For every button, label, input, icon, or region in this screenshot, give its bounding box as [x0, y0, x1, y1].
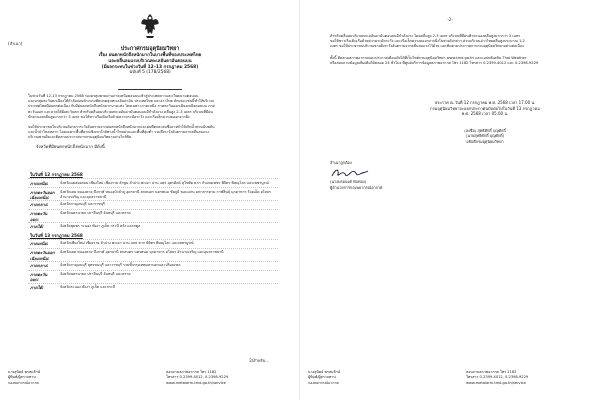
region-provinces: จังหวัดเลย หนองคาย บึงกาฬ หนองบัวลำภู อุดรธานี สกลนคร นครพนม ชัยภูมิ ขอนแก่น มหาสารคาม กาฬสินธุ์ มุกดาหาร ร้อยเอ็ด ยโสธร อำนาจเจริญ และอุบลราชธานี — [60, 189, 271, 199]
forecast-region-row — [28, 187, 278, 200]
region-provinces: จังหวัดนครนายก ปราจีนบุรี จันทบุรี และตราด — [60, 211, 131, 216]
region-name: ภาคตะวันออกเฉียงเหนือ: — [30, 189, 55, 200]
contact-paragraph — [330, 56, 574, 66]
footer-line: นางสุนิตย์ พรหมรักษ์ — [8, 370, 40, 374]
paragraph-line: เมตร ขอให้ประชาชนบริเวณชายฝั่งระวังอันตรายจากคลื่นลมแรงไว้ด้วย และติดตามประกาศจากกรมอุตุนิยมวิทยาอย่างต่อเนื่อง — [330, 44, 524, 49]
paragraph-line: สำหรับคลื่นลมบริเวณทะเลอันดามันตอนบนมีกำลังแรง โดยคลื่นสูง 2-3 เมตร บริเวณที่มีฝนฟ้าคะนองคลื่นสูงมากกว่า 3 เมตร — [330, 34, 521, 38]
region-name: ภาคใต้: — [30, 285, 44, 291]
forecast-region-row — [28, 270, 278, 283]
paragraph-line: ขอให้ประชาชนในบริเวณดังกล่าวระวังอันตรายจากฝนตกหนักถึงหนักมากและฝนที่ตกสะสมซึ่งอาจทำให้เกิดน้ำท่วมฉับพลัน — [28, 125, 215, 129]
footer-line: สอบถามสภาพอากาศ โทร 1182 — [166, 370, 217, 374]
signatory-block — [430, 128, 540, 144]
copy-label: (สำเนา) — [8, 41, 23, 46]
footer-line: นางสุนิตย์ พรหมรักษ์ — [308, 370, 340, 374]
region-provinces: จังหวัดนครนายก ปราจีนบุรี จันทบุรี และตราด — [60, 272, 131, 277]
forecast-table — [28, 172, 278, 292]
region-name: ภาคเหนือ: — [30, 180, 49, 186]
paragraph-line: ทั้งนี้ ติดตามสภาพอากาศและประกาศเตือนภัยได้ที่เว็บไซต์กรมอุตุนิยมวิทยา www.tmd.go.th และแอปพลิเคชัน Thai Weather — [330, 56, 527, 60]
paragraph-line: บริเวณชายฝั่งและติดตามประกาศจากกรมอุตุนิยมวิทยาอย่างใกล้ชิด — [28, 135, 132, 140]
document-page-2 — [300, 0, 600, 400]
certifier-line: ผู้อำนวยการกองพยากรณ์อากาศ — [330, 184, 383, 190]
signatory-line: อธิบดีกรมอุตุนิยมวิทยา — [466, 138, 504, 144]
footer-link[interactable]: www.metalarm.tmd.go.th/service — [466, 380, 526, 385]
region-provinces: จังหวัดชุมพร ระนอง พังงา ภูเก็ต กระบี่ ตรัง และสตูล — [60, 224, 141, 229]
copy-certified-label: สำเนาถูกต้อง — [330, 160, 352, 165]
footer-line: ผู้พิมพ์/ผู้ตรวจทาน — [8, 375, 36, 380]
garuda-emblem-icon — [138, 12, 162, 40]
footer-line: โทรสาร 0-2399-4012, 0-2398-9229 — [466, 375, 529, 380]
page-number: -2- — [447, 17, 453, 22]
areas-lead: จังหวัดที่มีฝนตกหนักถึงหนักมาก มีดังนี้ — [36, 144, 105, 149]
announce-line: ประกาศ ณ วันที่ 12 กรกฎาคม พ.ศ. 2568 เวลา 17.00 น. — [434, 100, 536, 105]
subject-line: เรื่อง ฝนตกหนักถึงหนักมากในบางพื้นที่ของประเทศไทย — [98, 53, 202, 58]
announcement-heading — [60, 46, 240, 76]
issue-number: ฉบับที่ 5 (178/2568) — [129, 70, 171, 76]
region-provinces: จังหวัดแม่ฮ่องสอน เชียงใหม่ เชียงราย ลำพูน ลำปาง พะเยา น่าน แพร่ อุตรดิตถ์ สุโขทัย ตาก กำแพงเพชร พิจิตร พิษณุโลก และเพชรบูรณ์ — [60, 180, 269, 185]
region-provinces: จังหวัดเลย หนองคาย บึงกาฬ อุดรธานี สกลนคร นครพนม มุกดาหาร ยโสธร อำนาจเจริญ และอุบลราชธานี — [60, 250, 224, 255]
paragraph-line: และมรสุมตะวันตกเฉียงใต้กำลังค่อนข้างแรงพัดปกคลุมทะเลอันดามัน ประเทศไทย และอ่าวไทย ลักษณะเช่นนี้ทำให้บริเวณ — [28, 99, 214, 104]
forecast-day-heading: ในวันที่ 13 กรกฎาคม 2568 — [30, 232, 83, 238]
region-provinces: จังหวัดระนอง พังงา ภูเก็ต และกระบี่ — [60, 285, 116, 290]
org-title: ประกาศกรมอุตุนิยมวิทยา — [120, 46, 180, 52]
forecast-region-row — [28, 248, 278, 261]
region-name: ภาคกลาง: — [30, 202, 49, 208]
footer-right — [466, 370, 592, 386]
subject-line: (มีผลกระทบในช่วงวันที่ 12–13 กรกฎาคม 2568) — [101, 64, 199, 70]
region-name: ภาคใต้: — [30, 224, 44, 230]
footer-left — [308, 370, 428, 386]
forecast-region-row — [28, 222, 278, 231]
footer-line: กองพยากรณ์อากาศ — [308, 380, 339, 385]
region-provinces: จังหวัดกาญจนบุรี และราชบุรี — [60, 202, 105, 207]
footer-right — [166, 370, 292, 386]
forecast-region-row — [28, 178, 278, 187]
forecast-region-row — [28, 283, 278, 292]
forecast-region-row — [28, 261, 278, 270]
certifier-line: (นางพรอนงค์ ทับทอง) — [330, 179, 367, 185]
separator — [118, 89, 182, 90]
region-name: ภาคเหนือ: — [30, 241, 49, 247]
region-name: ภาคตะวันออกเฉียงเหนือ: — [30, 250, 55, 261]
advice-paragraph — [28, 125, 278, 141]
footer-line: สอบถามสภาพอากาศ โทร 1182 — [466, 370, 517, 374]
paragraph-line: หรือสอบถามข้อมูลเพิ่มเติมได้ตลอด 24 ชั่วโมง ที่ศูนย์บริการข้อมูลสภาพอากาศ โทร 1182 โทรสาร 0-2399-4012 และ 0-2398-9229 — [330, 61, 539, 66]
intro-paragraph — [28, 94, 278, 120]
signatory-line: (ลงชื่อ) สุทธิศักดิ์ บุญศักดิ์ — [464, 128, 506, 133]
region-name: ภาคตะวันออก: — [30, 272, 48, 283]
paragraph-line: ประเทศไทยมีฝนตกต่อเนื่อง กับมีฝนตกหนักถึงหนักมากบางแห่ง โดยเฉพาะภาคเหนือ ภาคตะวันออกเฉียงเหนือตอนบน ภาค — [28, 104, 215, 109]
handwritten-signature-icon — [330, 166, 370, 180]
footer-line: กองพยากรณ์อากาศ — [8, 380, 39, 385]
forecast-region-row — [28, 209, 278, 222]
region-provinces: จังหวัดกาญจนบุรี สุพรรณบุรี และราชบุรี รวมทั้งกรุงเทพมหานครและปริมณฑล — [60, 263, 181, 268]
turn-page-note: 2/สำหรับ... — [249, 358, 269, 363]
footer-left — [8, 370, 128, 386]
footer-line: ผู้พิมพ์/ผู้ตรวจทาน — [308, 375, 336, 380]
sea-conditions-paragraph — [330, 34, 574, 50]
signatory-line: (นายสุทธิศักดิ์ บุญศักดิ์) — [465, 133, 505, 139]
paragraph-line: ฟ้าคะนองคลื่นสูงมากกว่า 3 เมตร ขอให้ชาวเรือเดินเรือด้วยความระมัดระวัง และเรือเล็กควรงดออกจากฝั่ง — [28, 114, 190, 119]
footer-link[interactable]: www.metalarm.tmd.go.th/service — [166, 380, 226, 385]
announce-line: กรมอุตุนิยมวิทยาจะออกประกาศฉบับต่อไปในวันที่ 13 กรกฎาคม พ.ศ. 2568 เวลา 05.00 น. — [430, 105, 540, 117]
footer-line: โทรสาร 0-2399-4012, 0-2398-9229 — [166, 375, 229, 380]
forecast-day-heading: ในวันที่ 12 กรกฎาคม 2568 — [30, 172, 83, 177]
announcement-date — [430, 100, 540, 117]
paragraph-line: ในช่วงวันที่ 12-13 กรกฎาคม 2568 ร่องมรสุมพาดผ่านภาคเหนือตอนบนเข้าสู่ประเทศลาวและเวียดนามตอนบน — [28, 94, 199, 98]
forecast-region-row — [28, 200, 278, 209]
paragraph-line: ขอให้ชาวเรือเดินเรือด้วยความระมัดระวัง และเรือเล็กควรงดออกจากฝั่งในช่วงดังกล่าว ส่วนบริเวณอ่าวไทยคลื่นสูงประมาณ 1-2 — [330, 39, 525, 44]
region-name: ภาคกลาง: — [30, 263, 49, 269]
paragraph-line: ตะวันออก และภาคใต้ฝั่งตะวันตก สำหรับคลื่นลมบริเวณทะเลอันดามันตอนบนมีกำลังแรง คลื่นสูง 2–3 เมตร บริเวณที่มีฝน — [28, 109, 213, 114]
region-name: ภาคตะวันออก: — [30, 211, 48, 222]
subject-line: และคลื่นลมแรงบริเวณทะเลอันดามันตอนบน — [108, 58, 192, 64]
forecast-region-row — [28, 239, 278, 248]
paragraph-line: และน้ำป่าไหลหลาก โดยเฉพาะพื้นที่ลาดเชิงเขาใกล้ทางน้ำไหลผ่านและพื้นที่ลุ่มต่ำ รวมถึงระวังอันตรายจากคลื่นลมแรง — [28, 130, 209, 135]
region-provinces: จังหวัดเชียงใหม่ เชียงราย ลำปาง พะเยา น่าน แพร่ ตาก พิจิตร พิษณุโลก และเพชรบูรณ์ — [60, 241, 194, 246]
